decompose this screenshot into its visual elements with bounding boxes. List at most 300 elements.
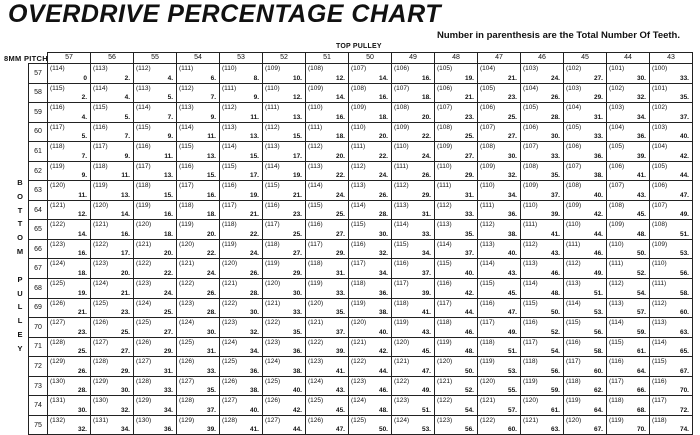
- total-teeth: (127): [93, 338, 109, 346]
- table-cell: [349, 396, 392, 416]
- total-teeth: (104): [609, 123, 625, 131]
- table-cell: [478, 337, 521, 357]
- total-teeth: (120): [523, 397, 539, 405]
- total-teeth: (120): [437, 358, 453, 366]
- table-cell: [607, 357, 650, 377]
- table-cell: [478, 142, 521, 162]
- table-cell: [91, 83, 134, 103]
- table-cell: [564, 142, 607, 162]
- total-teeth: (128): [93, 358, 109, 366]
- table-cell: [478, 200, 521, 220]
- table-cell: [48, 64, 91, 84]
- overdrive-percent: 44.: [593, 230, 603, 238]
- overdrive-percent: 5.: [81, 133, 87, 141]
- header-corner: [29, 53, 48, 64]
- overdrive-percent: 20.: [120, 270, 130, 278]
- table-cell: [48, 415, 91, 435]
- table-cell: [435, 376, 478, 396]
- total-teeth: (115): [93, 104, 108, 112]
- overdrive-percent: 19.: [464, 74, 474, 82]
- total-teeth: (127): [265, 416, 281, 424]
- table-cell: [607, 103, 650, 123]
- overdrive-percent: 54.: [550, 348, 560, 356]
- total-teeth: (117): [652, 397, 667, 405]
- total-teeth: (106): [394, 65, 410, 72]
- total-teeth: (126): [308, 416, 324, 424]
- total-teeth: (109): [609, 221, 625, 229]
- total-teeth: (113): [523, 260, 538, 268]
- table-cell: [650, 64, 693, 84]
- table-cell: [263, 318, 306, 338]
- total-teeth: (126): [136, 338, 152, 346]
- total-teeth: (115): [351, 221, 366, 229]
- overdrive-percent: 6.: [210, 74, 216, 82]
- overdrive-percent: 28.: [77, 387, 87, 395]
- total-teeth: (122): [437, 397, 453, 405]
- overdrive-percent: 47.: [507, 309, 517, 317]
- overdrive-percent: 24.: [421, 152, 431, 160]
- total-teeth: (115): [394, 240, 409, 248]
- overdrive-percent: 28.: [550, 113, 560, 121]
- overdrive-percent: 18.: [335, 133, 345, 141]
- total-teeth: (114): [308, 182, 323, 190]
- table-cell: [607, 64, 650, 84]
- total-teeth: (112): [222, 104, 237, 112]
- table-cell: [306, 318, 349, 338]
- table-cell: [91, 142, 134, 162]
- total-teeth: (103): [652, 123, 668, 131]
- overdrive-percent: 36.: [636, 133, 646, 141]
- overdrive-percent: 7.: [124, 133, 130, 141]
- overdrive-percent: 47.: [421, 367, 431, 375]
- total-teeth: (131): [93, 416, 109, 424]
- table-row: [29, 161, 693, 181]
- overdrive-percent: 23.: [507, 94, 517, 102]
- total-teeth: (110): [394, 143, 409, 151]
- table-cell: [564, 376, 607, 396]
- total-teeth: (116): [179, 162, 194, 170]
- total-teeth: (123): [222, 319, 238, 327]
- total-teeth: (123): [308, 358, 324, 366]
- table-cell: [91, 337, 134, 357]
- table-cell: [48, 142, 91, 162]
- overdrive-percent: 26.: [378, 191, 388, 199]
- table-cell: [478, 298, 521, 318]
- table-cell: [48, 376, 91, 396]
- overdrive-percent: 56.: [679, 270, 689, 278]
- total-teeth: (107): [609, 182, 625, 190]
- overdrive-percent: 44.: [292, 426, 302, 434]
- overdrive-percent: 60.: [593, 367, 603, 375]
- overdrive-percent: 72.: [679, 406, 689, 414]
- total-teeth: (117): [50, 123, 65, 131]
- table-cell: [521, 103, 564, 123]
- table-cell: [564, 239, 607, 259]
- overdrive-percent: 31.: [593, 113, 603, 121]
- table-cell: [134, 337, 177, 357]
- total-teeth: (123): [179, 299, 195, 307]
- total-teeth: (101): [652, 84, 668, 92]
- overdrive-percent: 52.: [636, 270, 646, 278]
- overdrive-percent: 33.: [206, 367, 216, 375]
- overdrive-percent: 29.: [335, 250, 345, 258]
- table-cell: [607, 376, 650, 396]
- overdrive-percent: 34.: [120, 426, 130, 434]
- overdrive-percent: 38.: [593, 172, 603, 180]
- overdrive-percent: 56.: [593, 328, 603, 336]
- overdrive-percent: 46.: [550, 270, 560, 278]
- overdrive-percent: 24.: [249, 250, 259, 258]
- overdrive-percent: 51.: [507, 348, 517, 356]
- overdrive-percent: 27.: [120, 348, 130, 356]
- total-teeth: (107): [394, 84, 410, 92]
- table-cell: [435, 318, 478, 338]
- overdrive-percent: 74.: [679, 426, 689, 434]
- overdrive-percent: 30.: [636, 74, 646, 82]
- overdrive-percent: 39.: [206, 426, 216, 434]
- table-cell: [134, 122, 177, 142]
- table-cell: [564, 200, 607, 220]
- total-teeth: (121): [480, 397, 496, 405]
- overdrive-percent: 60.: [507, 426, 517, 434]
- total-teeth: (118): [179, 201, 194, 209]
- overdrive-percent: 4.: [167, 74, 173, 82]
- table-cell: [306, 83, 349, 103]
- overdrive-percent: 47.: [679, 191, 689, 199]
- total-teeth: (118): [394, 299, 409, 307]
- overdrive-percent: 28.: [206, 309, 216, 317]
- total-teeth: (118): [437, 319, 452, 327]
- total-teeth: (124): [394, 416, 410, 424]
- total-teeth: (110): [523, 201, 538, 209]
- table-cell: [650, 122, 693, 142]
- overdrive-percent: 28.: [249, 289, 259, 297]
- table-cell: [607, 298, 650, 318]
- total-teeth: (125): [136, 319, 152, 327]
- overdrive-percent: 70.: [679, 387, 689, 395]
- total-teeth: (113): [93, 65, 108, 72]
- total-teeth: (115): [50, 84, 65, 92]
- overdrive-percent: 34.: [636, 113, 646, 121]
- table-cell: [478, 161, 521, 181]
- table-row: [29, 142, 693, 162]
- table-cell: [478, 64, 521, 84]
- total-teeth: (106): [652, 182, 668, 190]
- overdrive-percent: 28.: [378, 211, 388, 219]
- total-teeth: (115): [523, 299, 538, 307]
- overdrive-percent: 22.: [421, 133, 431, 141]
- total-teeth: (122): [179, 280, 195, 288]
- overdrive-percent: 46.: [593, 250, 603, 258]
- total-teeth: (122): [308, 338, 324, 346]
- overdrive-percent: 19.: [292, 172, 302, 180]
- total-teeth: (115): [308, 201, 323, 209]
- table-row: [29, 259, 693, 279]
- total-teeth: (121): [437, 377, 453, 385]
- total-teeth: (119): [222, 240, 237, 248]
- overdrive-percent: 20.: [206, 230, 216, 238]
- overdrive-percent: 43.: [636, 191, 646, 199]
- overdrive-percent: 40.: [679, 133, 689, 141]
- total-teeth: (107): [652, 201, 668, 209]
- overdrive-percent: 42.: [378, 348, 388, 356]
- bottom-pulley-size: 57: [29, 64, 48, 84]
- table-cell: [48, 161, 91, 181]
- table-cell: [564, 103, 607, 123]
- overdrive-percent: 52.: [550, 328, 560, 336]
- table-cell: [306, 376, 349, 396]
- table-cell: [177, 318, 220, 338]
- total-teeth: (118): [351, 280, 366, 288]
- overdrive-percent: 26.: [550, 94, 560, 102]
- table-cell: [564, 396, 607, 416]
- overdrive-percent: 68.: [636, 406, 646, 414]
- table-cell: [306, 103, 349, 123]
- overdrive-percent: 39.: [421, 289, 431, 297]
- total-teeth: (125): [308, 397, 324, 405]
- overdrive-percent: 62.: [593, 387, 603, 395]
- table-row: [29, 239, 693, 259]
- total-teeth: (118): [136, 182, 151, 190]
- overdrive-percent: 21.: [120, 289, 130, 297]
- total-teeth: (117): [609, 377, 624, 385]
- total-teeth: (105): [480, 84, 496, 92]
- overdrive-percent: 43.: [507, 270, 517, 278]
- overdrive-percent: 41.: [550, 230, 560, 238]
- table-row: [29, 64, 693, 84]
- total-teeth: (118): [93, 162, 108, 170]
- total-teeth: (112): [265, 123, 280, 131]
- total-teeth: (113): [308, 162, 323, 170]
- table-cell: [521, 122, 564, 142]
- total-teeth: (118): [308, 260, 323, 268]
- total-teeth: (118): [222, 221, 237, 229]
- overdrive-percent: 63.: [550, 426, 560, 434]
- total-teeth: (132): [50, 416, 66, 424]
- table-cell: [564, 357, 607, 377]
- total-teeth: (126): [93, 319, 109, 327]
- overdrive-percent: 14.: [335, 94, 345, 102]
- total-teeth: (120): [136, 221, 152, 229]
- table-cell: [349, 376, 392, 396]
- overdrive-percent: 25.: [464, 133, 474, 141]
- total-teeth: (108): [566, 182, 582, 190]
- overdrive-percent: 44.: [378, 367, 388, 375]
- total-teeth: (113): [437, 221, 452, 229]
- table-cell: [349, 64, 392, 84]
- total-teeth: (116): [652, 377, 667, 385]
- overdrive-percent: 35.: [550, 172, 560, 180]
- total-teeth: (119): [179, 221, 194, 229]
- total-teeth: (114): [523, 280, 538, 288]
- table-cell: [435, 161, 478, 181]
- table-cell: [392, 415, 435, 435]
- total-teeth: (102): [566, 65, 582, 72]
- table-cell: [521, 181, 564, 201]
- table-cell: [521, 415, 564, 435]
- overdrive-percent: 33.: [163, 387, 173, 395]
- overdrive-percent: 45.: [636, 211, 646, 219]
- overdrive-percent: 70.: [636, 426, 646, 434]
- overdrive-percent: 57.: [636, 309, 646, 317]
- top-pulley-size: 56: [91, 53, 134, 64]
- table-cell: [48, 181, 91, 201]
- overdrive-percent: 22.: [163, 270, 173, 278]
- total-teeth: (107): [480, 123, 496, 131]
- total-teeth: (128): [222, 416, 238, 424]
- table-cell: [392, 259, 435, 279]
- table-cell: [220, 337, 263, 357]
- total-teeth: (121): [394, 358, 410, 366]
- total-teeth: (127): [179, 377, 195, 385]
- top-pulley-header-row: [29, 53, 693, 64]
- table-cell: [478, 396, 521, 416]
- table-cell: [478, 357, 521, 377]
- table-cell: [48, 279, 91, 299]
- overdrive-percent: 19.: [77, 289, 87, 297]
- table-cell: [177, 239, 220, 259]
- table-cell: [91, 357, 134, 377]
- table-cell: [91, 200, 134, 220]
- table-cell: [392, 357, 435, 377]
- overdrive-percent: 35.: [679, 94, 689, 102]
- overdrive-percent: 50.: [464, 367, 474, 375]
- overdrive-percent: 13.: [163, 172, 173, 180]
- overdrive-percent: 51.: [421, 406, 431, 414]
- overdrive-percent: 42.: [593, 211, 603, 219]
- total-teeth: (111): [265, 104, 280, 112]
- overdrive-percent: 30.: [550, 133, 560, 141]
- overdrive-percent: 32.: [120, 406, 130, 414]
- table-cell: [392, 279, 435, 299]
- table-cell: [564, 161, 607, 181]
- overdrive-percent: 11.: [164, 152, 173, 160]
- table-cell: [607, 161, 650, 181]
- total-teeth: (113): [566, 280, 581, 288]
- overdrive-percent: 34.: [249, 348, 259, 356]
- total-teeth: (111): [652, 280, 667, 288]
- table-cell: [306, 161, 349, 181]
- table-cell: [134, 83, 177, 103]
- overdrive-percent: 15.: [292, 133, 302, 141]
- overdrive-percent: 34.: [378, 270, 388, 278]
- overdrive-percent: 56.: [550, 367, 560, 375]
- table-cell: [435, 83, 478, 103]
- overdrive-percent: 66.: [636, 387, 646, 395]
- overdrive-percent: 30.: [120, 387, 130, 395]
- table-cell: [91, 239, 134, 259]
- overdrive-percent: 7.: [81, 152, 87, 160]
- table-cell: [134, 396, 177, 416]
- bottom-pulley-size: 65: [29, 220, 48, 240]
- table-cell: [392, 298, 435, 318]
- overdrive-percent: 64.: [593, 406, 603, 414]
- overdrive-percent: 27.: [292, 250, 302, 258]
- total-teeth: (117): [179, 182, 194, 190]
- total-teeth: (108): [351, 84, 367, 92]
- table-cell: [478, 318, 521, 338]
- total-teeth: (121): [265, 299, 281, 307]
- table-cell: [220, 142, 263, 162]
- table-cell: [263, 376, 306, 396]
- table-cell: [91, 259, 134, 279]
- bottom-pulley-size: 68: [29, 279, 48, 299]
- total-teeth: (118): [523, 358, 538, 366]
- table-cell: [564, 259, 607, 279]
- overdrive-percent: 27.: [335, 230, 345, 238]
- table-cell: [177, 396, 220, 416]
- total-teeth: (103): [523, 65, 539, 72]
- overdrive-percent: 29.: [163, 348, 173, 356]
- table-cell: [564, 318, 607, 338]
- overdrive-percent: 57.: [507, 406, 517, 414]
- total-teeth: (119): [523, 377, 538, 385]
- table-cell: [91, 161, 134, 181]
- overdrive-percent: 45.: [507, 289, 517, 297]
- table-cell: [48, 396, 91, 416]
- table-cell: [306, 64, 349, 84]
- total-teeth: (128): [136, 377, 152, 385]
- table-cell: [392, 122, 435, 142]
- total-teeth: (117): [351, 260, 366, 268]
- total-teeth: (126): [50, 299, 66, 307]
- table-cell: [177, 64, 220, 84]
- bottom-pulley-size: 71: [29, 337, 48, 357]
- total-teeth: (103): [609, 104, 625, 112]
- table-cell: [607, 318, 650, 338]
- overdrive-percent: 29.: [464, 172, 474, 180]
- total-teeth: (119): [394, 319, 409, 327]
- overdrive-percent: 47.: [335, 426, 345, 434]
- total-teeth: (110): [652, 260, 667, 268]
- overdrive-percent: 13.: [249, 133, 259, 141]
- table-cell: [607, 396, 650, 416]
- overdrive-percent: 42.: [679, 152, 689, 160]
- overdrive-table-body: [29, 64, 693, 435]
- total-teeth: (111): [566, 240, 581, 248]
- total-teeth: (113): [179, 104, 194, 112]
- overdrive-percent: 42.: [464, 289, 474, 297]
- overdrive-percent: 50.: [636, 250, 646, 258]
- total-teeth: (105): [609, 143, 625, 151]
- overdrive-percent: 41.: [335, 367, 345, 375]
- table-cell: [392, 376, 435, 396]
- table-cell: [650, 200, 693, 220]
- overdrive-percent: 26.: [249, 270, 259, 278]
- table-cell: [306, 200, 349, 220]
- table-cell: [306, 122, 349, 142]
- overdrive-percent: 48.: [378, 406, 388, 414]
- total-teeth: (119): [566, 397, 581, 405]
- total-teeth: (128): [179, 397, 195, 405]
- total-teeth: (123): [136, 280, 152, 288]
- total-teeth: (109): [265, 65, 281, 72]
- table-cell: [478, 279, 521, 299]
- total-teeth: (114): [437, 240, 452, 248]
- overdrive-percent: 16.: [421, 74, 431, 82]
- total-teeth: (115): [480, 280, 495, 288]
- table-row: [29, 415, 693, 435]
- table-row: [29, 396, 693, 416]
- overdrive-percent: 26.: [421, 172, 431, 180]
- total-teeth: (112): [566, 260, 581, 268]
- total-teeth: (113): [222, 123, 237, 131]
- total-teeth: (116): [523, 319, 538, 327]
- overdrive-percent: 7.: [210, 94, 216, 102]
- total-teeth: (106): [523, 123, 539, 131]
- table-cell: [177, 220, 220, 240]
- table-cell: [607, 181, 650, 201]
